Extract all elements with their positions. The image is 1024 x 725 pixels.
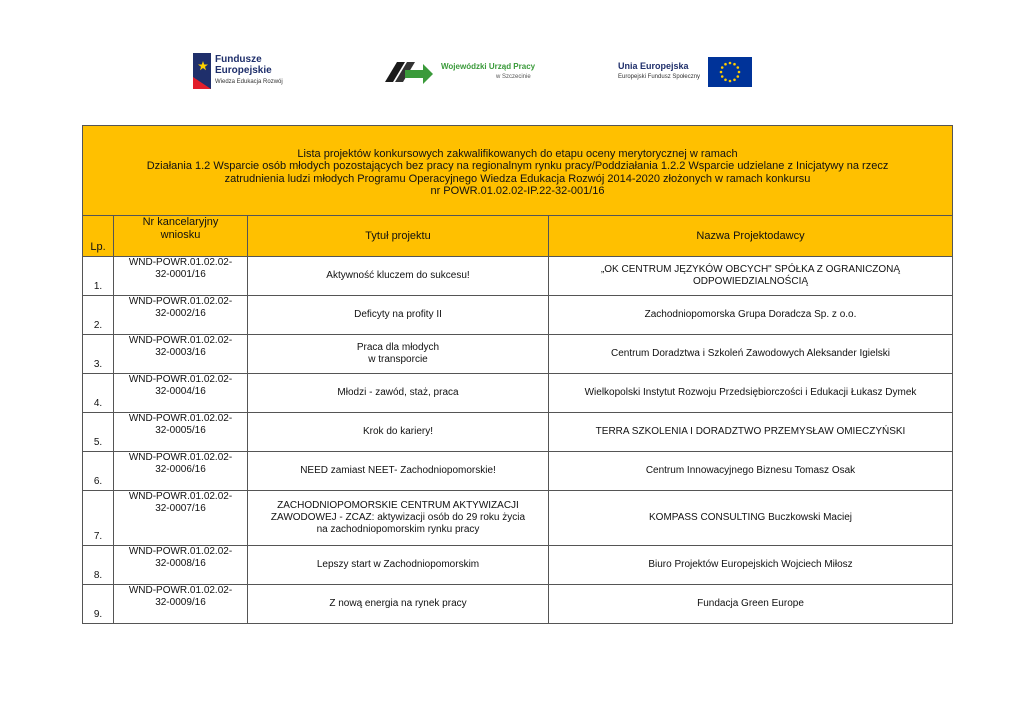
row-lp: 7. (83, 491, 114, 546)
table-row (83, 257, 953, 296)
project-title-line: Młodzi - zawód, staż, praca (337, 387, 459, 398)
application-number-part: 32-0003/16 (155, 347, 206, 358)
row-applicant (549, 452, 953, 491)
title-line: nr POWR.01.02.02-IP.22-32-001/16 (430, 185, 605, 197)
row-project-title (248, 546, 549, 585)
application-number-part: 32-0004/16 (155, 386, 206, 397)
wup-logo (383, 56, 535, 88)
row-lp: 4. (83, 374, 114, 413)
application-number-part: 32-0008/16 (155, 558, 206, 569)
project-title-line: Z nową energia na rynek pracy (329, 598, 467, 609)
project-title-line: Aktywność kluczem do sukcesu! (326, 270, 470, 281)
application-number-part: WND-POWR.01.02.02- (128, 374, 233, 385)
header-nr (114, 216, 248, 257)
table-header-row (83, 216, 953, 257)
applicant-line: Centrum Doradztwa i Szkoleń Zawodowych Aleksander Igielski (611, 348, 891, 359)
title-line: Lista projektów konkursowych zakwalifikowanych do etapu oceny merytorycznej w ramach (297, 147, 738, 160)
row-project-title (248, 491, 549, 546)
applicant-line: KOMPASS CONSULTING Buczkowski Maciej (649, 512, 853, 523)
row-project-title (248, 452, 549, 491)
row-application-number (114, 413, 248, 452)
applicant-line: Wielkopolski Instytut Rozwoju Przedsiębiorczości i Edukacji Łukasz Dymek (584, 387, 917, 398)
applicant-line: Biuro Projektów Europejskich Wojciech Miłosz (648, 559, 853, 570)
title-line: zatrudnienia ludzi młodych Programu Operacyjnego Wiedza Edukacja Rozwój 2014-2020 złożonych w ramach konkursu (224, 172, 811, 185)
row-application-number (114, 491, 248, 546)
project-title-line: Deficyty na profity II (354, 309, 442, 320)
row-application-number (114, 335, 248, 374)
fe-flag-icon (193, 53, 211, 89)
unia-europejska-logo (618, 57, 752, 87)
table-row (83, 296, 953, 335)
table-row (83, 585, 953, 624)
project-title-line: Lepszy start w Zachodniopomorskim (316, 559, 480, 570)
row-lp: 9. (83, 585, 114, 624)
row-application-number (114, 546, 248, 585)
header-title: Tytuł projektu (248, 216, 549, 257)
projects-table (82, 125, 953, 624)
row-application-number (114, 296, 248, 335)
row-project-title (248, 296, 549, 335)
applicant-line: „OK CENTRUM JĘZYKÓW OBCYCH" SPÓŁKA Z OGRANICZONĄ (600, 264, 901, 275)
eu-flag-icon (708, 57, 752, 87)
application-number-part: 32-0005/16 (155, 425, 206, 436)
project-title-line: NEED zamiast NEET- Zachodniopomorskie! (300, 465, 496, 476)
application-number-part: WND-POWR.01.02.02- (128, 296, 233, 307)
row-project-title (248, 585, 549, 624)
row-project-title (248, 374, 549, 413)
fundusze-europejskie-logo (193, 53, 283, 89)
row-lp: 8. (83, 546, 114, 585)
header-nr-line1: Nr kancelaryjny (142, 216, 219, 228)
table-row (83, 546, 953, 585)
project-title-line: Krok do kariery! (362, 426, 434, 437)
project-title-line: ZACHODNIOPOMORSKIE CENTRUM AKTYWIZACJI (277, 500, 519, 511)
title-line: Działania 1.2 Wsparcie osób młodych pozostających bez pracy na regionalnym rynku pracy/Poddziałania 1.2.2 Wsparcie udzielane z Inicjatywy na rzecz (146, 160, 889, 172)
header-applicant: Nazwa Projektodawcy (549, 216, 953, 257)
row-lp: 6. (83, 452, 114, 491)
row-applicant (549, 491, 953, 546)
table-title (83, 126, 953, 216)
application-number-part: WND-POWR.01.02.02- (128, 413, 233, 424)
table-row (83, 413, 953, 452)
application-number-part: WND-POWR.01.02.02- (128, 257, 233, 268)
applicant-line: Centrum Innowacyjnego Biznesu Tomasz Osak (645, 465, 856, 476)
applicant-line: ODPOWIEDZIALNOŚCIĄ (693, 276, 809, 287)
row-applicant (549, 335, 953, 374)
table-row (83, 452, 953, 491)
project-title-line: w transporcie (368, 354, 428, 365)
application-number-part: WND-POWR.01.02.02- (128, 585, 233, 596)
applicant-line: TERRA SZKOLENIA I DORADZTWO PRZEMYSŁAW OMIECZYŃSKI (595, 426, 906, 437)
applicant-line: Zachodniopomorska Grupa Doradcza Sp. z o.o. (644, 309, 857, 320)
application-number-part: 32-0009/16 (155, 597, 206, 608)
row-project-title (248, 335, 549, 374)
application-number-part: WND-POWR.01.02.02- (128, 452, 233, 463)
row-application-number (114, 585, 248, 624)
table-body (83, 257, 953, 624)
application-number-part: 32-0006/16 (155, 464, 206, 475)
row-project-title (248, 413, 549, 452)
fe-logo-line2: Europejskie (215, 65, 272, 76)
fe-logo-line3: Wiedza Edukacja Rozwój (215, 79, 283, 85)
row-project-title (248, 257, 549, 296)
application-number-part: 32-0007/16 (155, 503, 206, 514)
application-number-part: WND-POWR.01.02.02- (128, 335, 233, 346)
application-number-part: 32-0001/16 (155, 269, 206, 280)
fe-logo-line1: Fundusze (215, 54, 262, 65)
table-row (83, 335, 953, 374)
row-applicant (549, 374, 953, 413)
header-lp: Lp. (83, 216, 114, 257)
row-lp: 2. (83, 296, 114, 335)
wup-logo-line2: w Szczecinie (496, 74, 531, 80)
row-applicant (549, 413, 953, 452)
row-lp: 3. (83, 335, 114, 374)
table-row (83, 374, 953, 413)
application-number-part: 32-0002/16 (155, 308, 206, 319)
ue-logo-line1: Unia Europejska (618, 61, 689, 71)
ue-logo-line2: Europejski Fundusz Społeczny (618, 74, 701, 80)
wup-logo-line1: Wojewódzki Urząd Pracy (441, 62, 536, 71)
project-title-line: na zachodniopomorskim rynku pracy (316, 524, 480, 535)
row-application-number (114, 374, 248, 413)
table-row (83, 491, 953, 546)
row-applicant (549, 546, 953, 585)
row-applicant (549, 296, 953, 335)
row-application-number (114, 452, 248, 491)
row-lp: 5. (83, 413, 114, 452)
application-number-part: WND-POWR.01.02.02- (128, 546, 233, 557)
row-applicant (549, 257, 953, 296)
header-nr-line2: wniosku (160, 229, 201, 241)
wup-emblem-icon (383, 56, 435, 88)
applicant-line: Fundacja Green Europe (697, 598, 804, 609)
row-application-number (114, 257, 248, 296)
row-applicant (549, 585, 953, 624)
project-title-line: ZAWODOWEJ - ZCAZ: aktywizacji osób do 29 roku życia (270, 512, 526, 523)
row-lp: 1. (83, 257, 114, 296)
application-number-part: WND-POWR.01.02.02- (128, 491, 233, 502)
project-title-line: Praca dla młodych (356, 342, 440, 353)
